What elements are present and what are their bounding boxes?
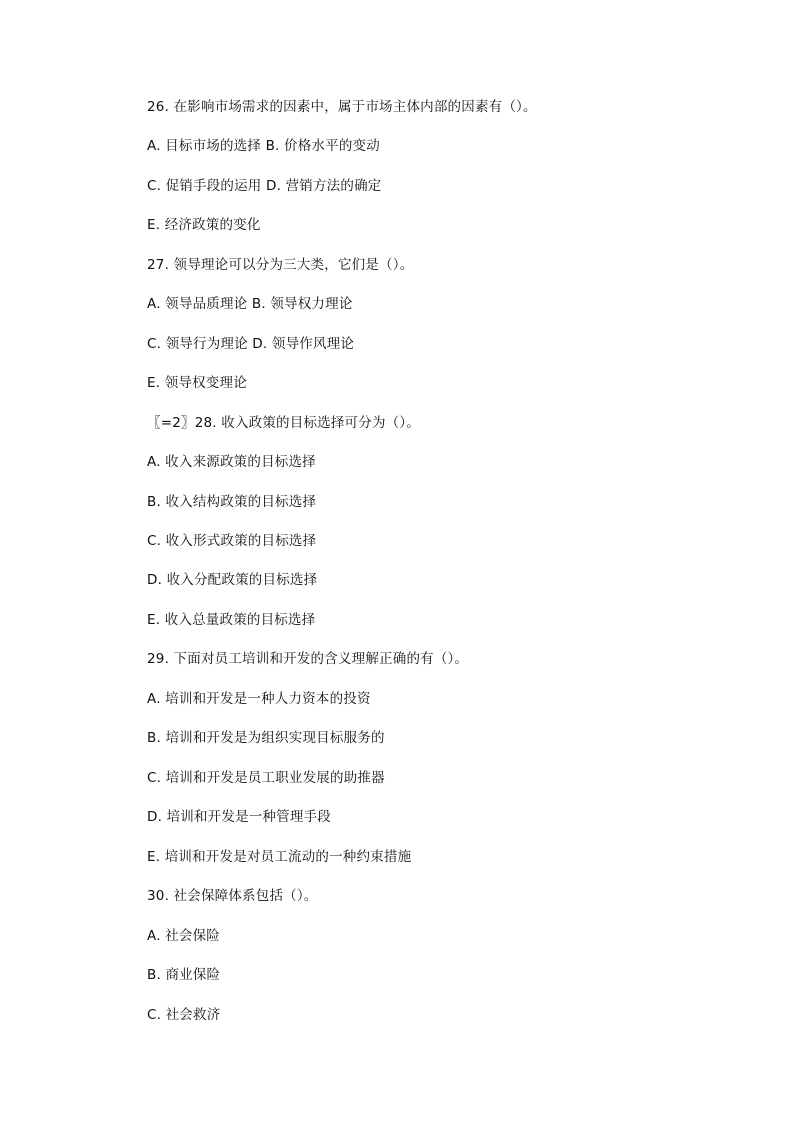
question-28-option-c: C. 收入形式政策的目标选择: [147, 533, 317, 549]
question-26-text: 26. 在影响市场需求的因素中，属于市场主体内部的因素有（）。: [147, 99, 537, 115]
question-30-option-a: A. 社会保险: [147, 928, 220, 944]
question-27-text: 27. 领导理论可以分为三大类，它们是（）。: [147, 257, 414, 273]
question-29-option-e: E. 培训和开发是对员工流动的一种约束措施: [147, 849, 412, 865]
question-28-text: 〖=2〗28. 收入政策的目标选择可分为（）。: [147, 415, 421, 431]
question-29-option-d: D. 培训和开发是一种管理手段: [147, 809, 331, 825]
question-29-text: 29. 下面对员工培训和开发的含义理解正确的有（）。: [147, 651, 469, 667]
question-26-option-ab: A. 目标市场的选择 B. 价格水平的变动: [147, 138, 380, 154]
question-30-option-b: B. 商业保险: [147, 967, 221, 983]
question-29-option-b: B. 培训和开发是为组织实现目标服务的: [147, 730, 385, 746]
question-28-option-b: B. 收入结构政策的目标选择: [147, 494, 317, 510]
question-30-option-c: C. 社会救济: [147, 1007, 221, 1023]
question-30-text: 30. 社会保障体系包括（）。: [147, 888, 318, 904]
question-28-option-e: E. 收入总量政策的目标选择: [147, 612, 316, 628]
question-26-option-e: E. 经济政策的变化: [147, 217, 261, 233]
question-29-option-a: A. 培训和开发是一种人力资本的投资: [147, 691, 371, 707]
question-27-option-cd: C. 领导行为理论 D. 领导作风理论: [147, 336, 355, 352]
question-27-option-ab: A. 领导品质理论 B. 领导权力理论: [147, 296, 353, 312]
question-27-option-e: E. 领导权变理论: [147, 375, 247, 391]
question-28-option-d: D. 收入分配政策的目标选择: [147, 572, 318, 588]
question-29-option-c: C. 培训和开发是员工职业发展的助推器: [147, 770, 385, 786]
question-28-option-a: A. 收入来源政策的目标选择: [147, 454, 316, 470]
question-26-option-cd: C. 促销手段的运用 D. 营销方法的确定: [147, 178, 382, 194]
